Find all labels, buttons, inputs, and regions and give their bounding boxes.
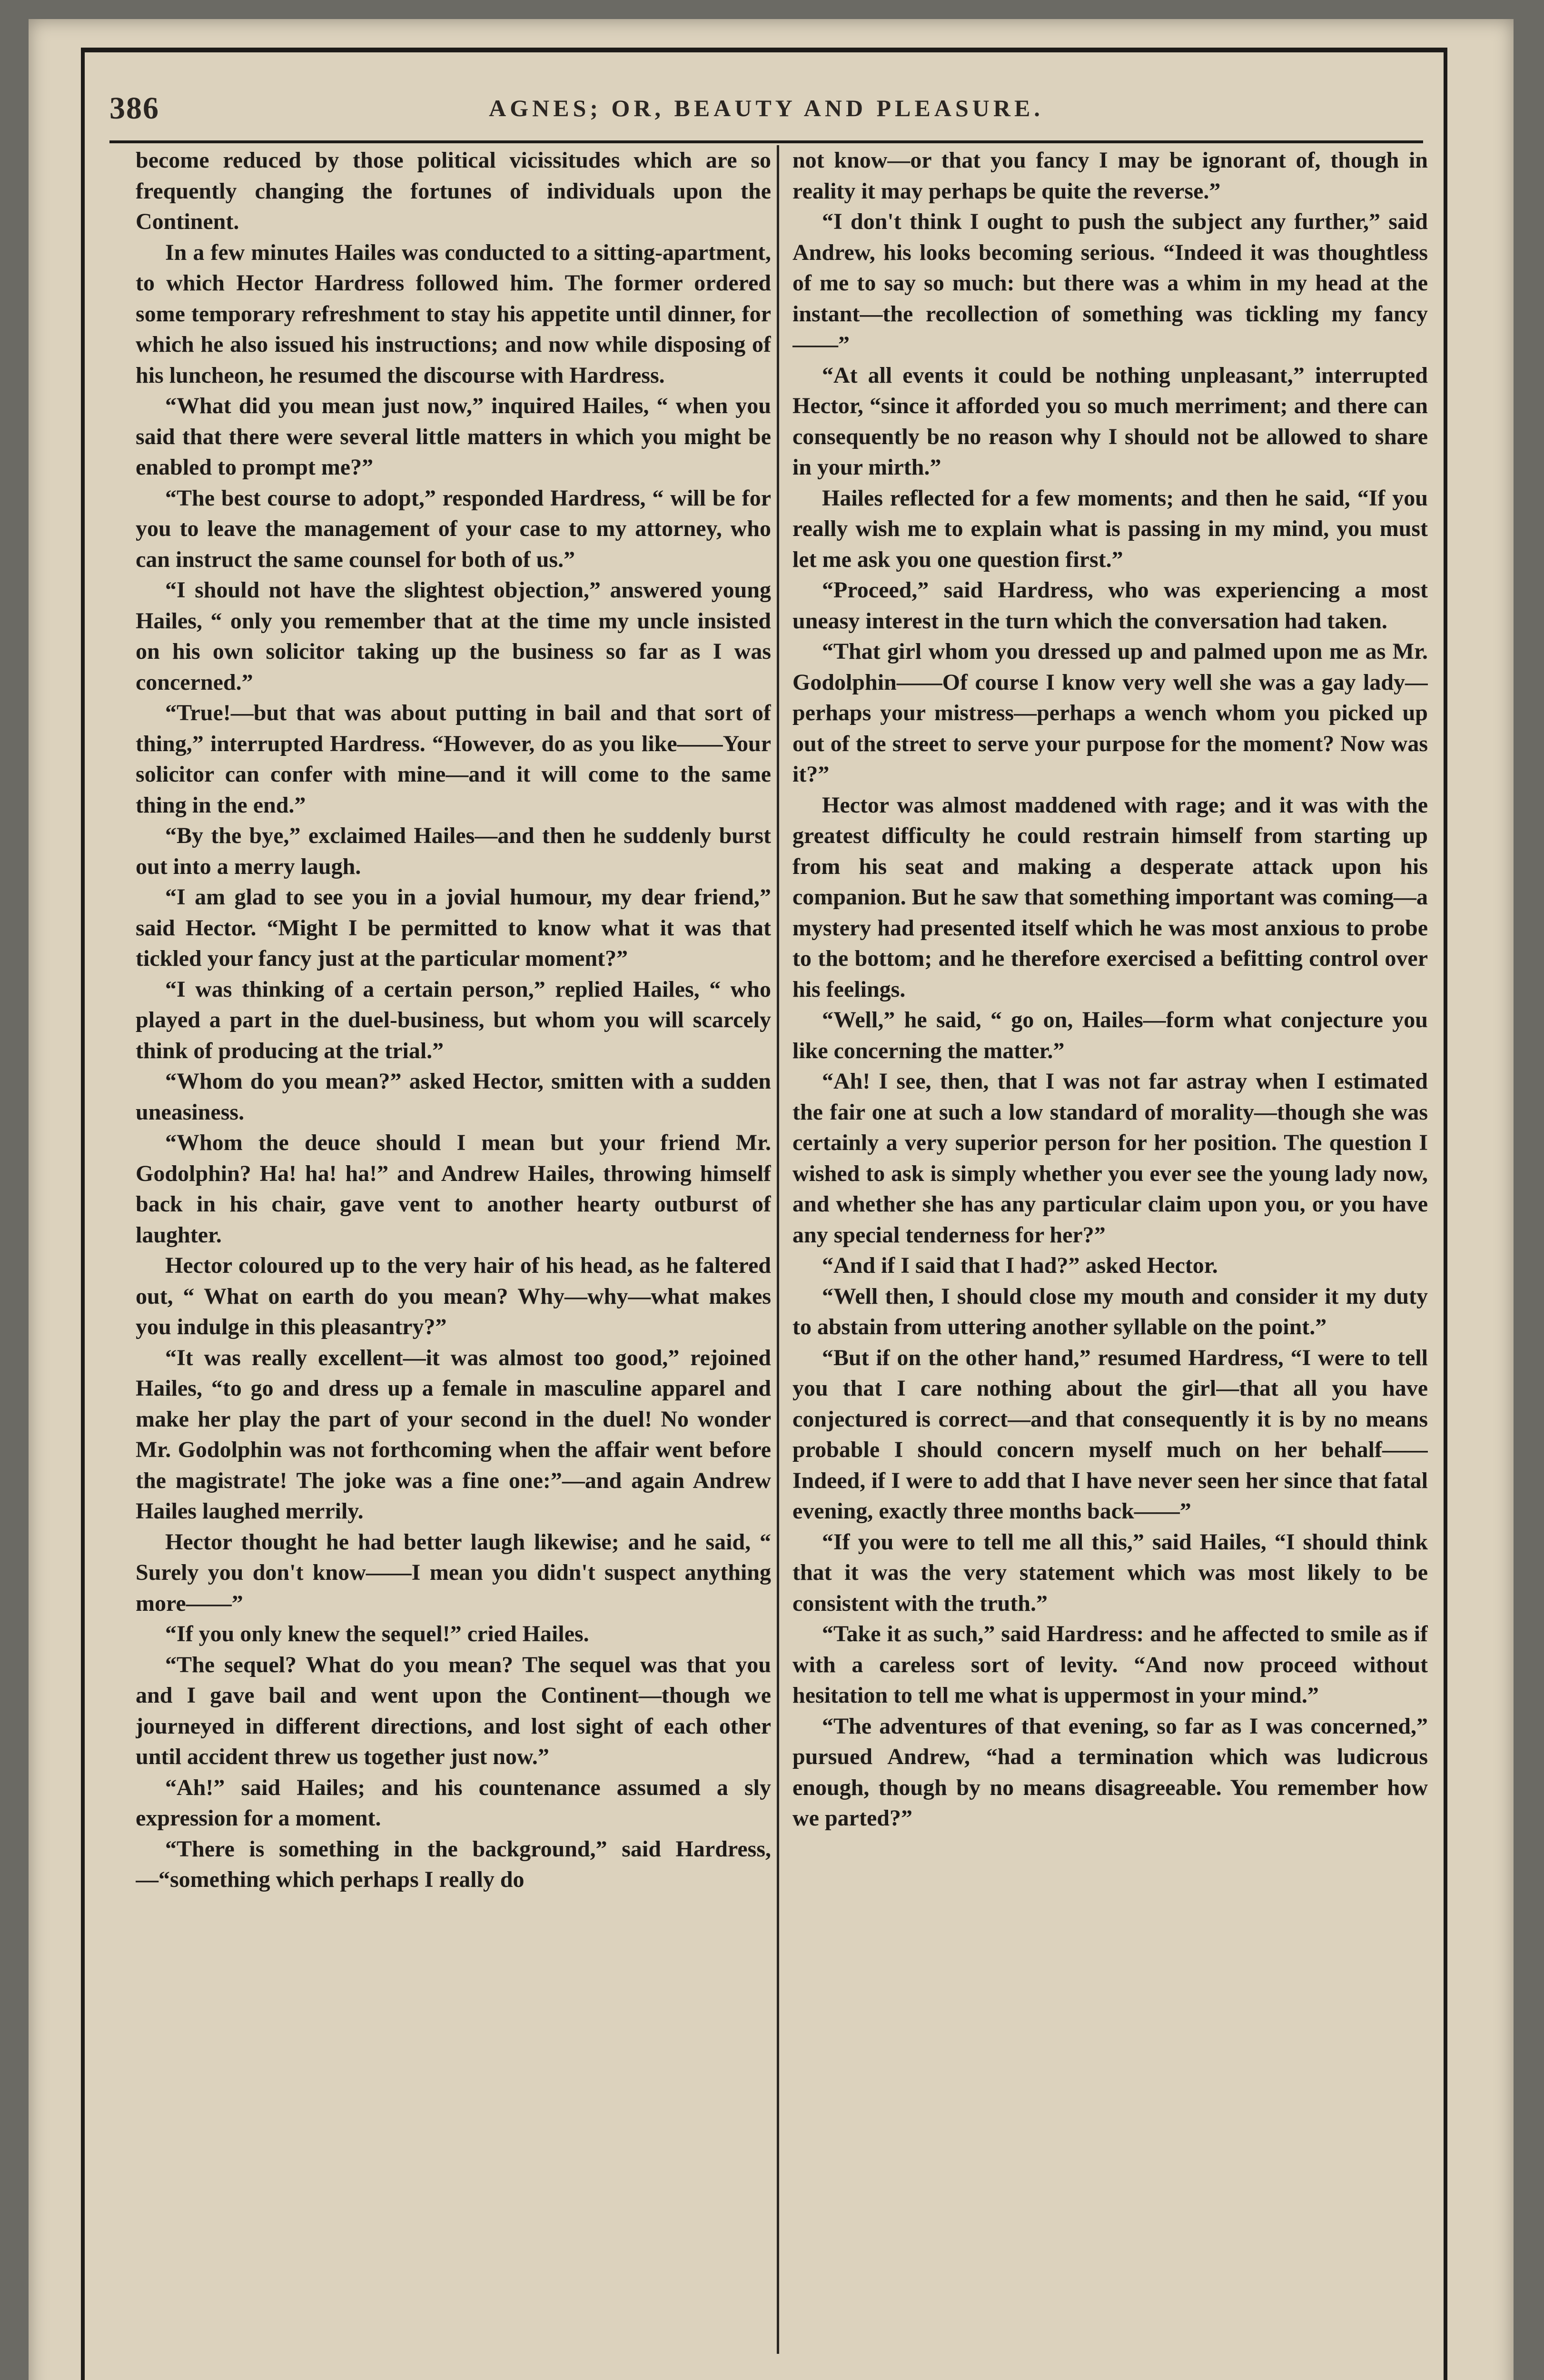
paragraph: Hector coloured up to the very hair of his head, as he faltered out, “ What on earth do you mean? Why—why—what makes you indulge in this pleasantry?” — [136, 1253, 771, 1339]
paragraph: “There is something in the background,” said Hardress,—“something which perhaps I really do — [136, 1836, 771, 1892]
paragraph: “True!—but that was about putting in bail and that sort of thing,” interrupted Hardress. “However, do as you like——Your solicitor can confer with mine—and it will come to the same thing in the end.” — [136, 700, 771, 818]
paragraph: “At all events it could be nothing unpleasant,” interrupted Hector, “since it afforded you so much merriment; and there can consequently be no reason why I should not be allowed to share in your mirth.” — [792, 362, 1428, 480]
paragraph: “By the bye,” exclaimed Hailes—and then he suddenly burst out into a merry laugh. — [136, 823, 771, 879]
paragraph: “Ah! I see, then, that I was not far astray when I estimated the fair one at such a low standard of morality—though she was certainly a very superior person for her position. The question I wished to ask is simply whether you ever see the young lady now, and whether she has any particular claim upon you, or you have any special tenderness for her?” — [792, 1069, 1428, 1248]
running-title: AGNES; OR, BEAUTY AND PLEASURE. — [489, 95, 1044, 121]
paragraph: Hailes reflected for a few moments; and then he said, “If you really wish me to explain what is passing in my mind, you must let me ask you one question first.” — [792, 485, 1428, 572]
paragraph: “If you only knew the sequel!” cried Hailes. — [165, 1621, 589, 1646]
paragraph: “Whom do you mean?” asked Hector, smitten with a sudden uneasiness. — [136, 1069, 771, 1125]
page-header — [109, 90, 1423, 138]
paragraph: “The sequel? What do you mean? The sequel was that you and I gave bail and went upon the Continent—though we journeyed in different directions, and lost sight of each other until accident threw us together just now.” — [136, 1652, 771, 1769]
paragraph: not know—or that you fancy I may be ignorant of, though in reality it may perhaps be quite the reverse.” — [792, 148, 1428, 204]
paragraph: “And if I said that I had?” asked Hector. — [822, 1253, 1218, 1278]
header-rule — [109, 140, 1423, 143]
paragraph: “What did you mean just now,” inquired Hailes, “ when you said that there were several little matters in which you might be enabled to prompt me?” — [136, 393, 771, 480]
paragraph: “Take it as such,” said Hardress: and he affected to smile as if with a careless sort of levity. “And now proceed without hesitation to tell me what is uppermost in your mind.” — [792, 1621, 1428, 1708]
paragraph: Hector thought he had better laugh likewise; and he said, “ Surely you don't know——I mean you didn't suspect anything more——” — [136, 1529, 771, 1616]
paragraph: “Ah!” said Hailes; and his countenance assumed a sly expression for a moment. — [136, 1775, 771, 1831]
paragraph: become reduced by those political vicissitudes which are so frequently changing the fortunes of individuals upon the Continent. — [136, 148, 771, 234]
paragraph: “If you were to tell me all this,” said Hailes, “I should think that it was the very statement which was most likely to be consistent with the truth.” — [792, 1529, 1428, 1616]
paragraph: “I don't think I ought to push the subject any further,” said Andrew, his looks becoming serious. “Indeed it was thoughtless of me to say so much: but there was a whim in my head at the instant—the recollection of something was tickling my fancy——” — [792, 209, 1428, 357]
paragraph: In a few minutes Hailes was conducted to a sitting-apartment, to which Hector Hardress followed him. The former ordered some temporary refreshment to stay his appetite until dinner, for which he also issued his instructions; and now while disposing of his luncheon, he resumed the discourse with Hardress. — [136, 239, 771, 388]
left-column — [136, 145, 771, 2363]
paragraph: “Whom the deuce should I mean but your friend Mr. Godolphin? Ha! ha! ha!” and Andrew Hailes, throwing himself back in his chair, gave vent to another hearty outburst of laughter. — [136, 1130, 771, 1248]
paragraph: “Proceed,” said Hardress, who was experiencing a most uneasy interest in the turn which the conversation had taken. — [792, 577, 1428, 634]
paragraph: “I am glad to see you in a jovial humour, my dear friend,” said Hector. “Might I be permitted to know what it was that tickled your fancy just at the particular moment?” — [136, 884, 771, 971]
paragraph: “Well then, I should close my mouth and consider it my duty to abstain from uttering another syllable on the point.” — [792, 1283, 1428, 1339]
paragraph: “That girl whom you dressed up and palmed upon me as Mr. Godolphin——Of course I know very well she was a gay lady—perhaps your mistress—perhaps a wench whom you picked up out of the street to serve your purpose for the moment? Now was it?” — [792, 639, 1428, 787]
column-divider — [777, 145, 779, 2354]
paragraph: “I should not have the slightest objection,” answered young Hailes, “ only you remember that at the time my uncle insisted on his own solicitor taking up the business so far as I was concerned.” — [136, 577, 771, 695]
right-column — [792, 145, 1428, 2363]
paragraph: “Well,” he said, “ go on, Hailes—form what conjecture you like concerning the matter.” — [792, 1007, 1428, 1063]
page-number: 386 — [109, 91, 159, 126]
paragraph: “The best course to adopt,” responded Hardress, “ will be for you to leave the management of your case to my attorney, who can instruct the same counsel for both of us.” — [136, 485, 771, 572]
paragraph: “The adventures of that evening, so far as I was concerned,” pursued Andrew, “had a termination which was ludicrous enough, though by no means disagreeable. You remember how we parted?” — [792, 1713, 1428, 1831]
paragraph: “It was really excellent—it was almost too good,” rejoined Hailes, “to go and dress up a female in masculine apparel and make her play the part of your second in the duel! No wonder Mr. Godolphin was not forthcoming when the affair went before the magistrate! The joke was a fine one:”—and again Andrew Hailes laughed merrily. — [136, 1345, 771, 1524]
paragraph: “But if on the other hand,” resumed Hardress, “I were to tell you that I care nothing about the girl—that all you have conjectured is correct—and that consequently it is by no means probable I should concern myself much on her behalf——Indeed, if I were to add that I have never seen her since that fatal evening, exactly three months back——” — [792, 1345, 1428, 1524]
paragraph: Hector was almost maddened with rage; and it was with the greatest difficulty he could restrain himself from starting up from his seat and making a desperate attack upon his companion. But he saw that something important was coming—a mystery had presented itself which he was most anxious to probe to the bottom; and he therefore exercised a befitting control over his feelings. — [792, 792, 1428, 1002]
paragraph: “I was thinking of a certain person,” replied Hailes, “ who played a part in the duel-business, but whom you will scarcely think of producing at the trial.” — [136, 976, 771, 1063]
